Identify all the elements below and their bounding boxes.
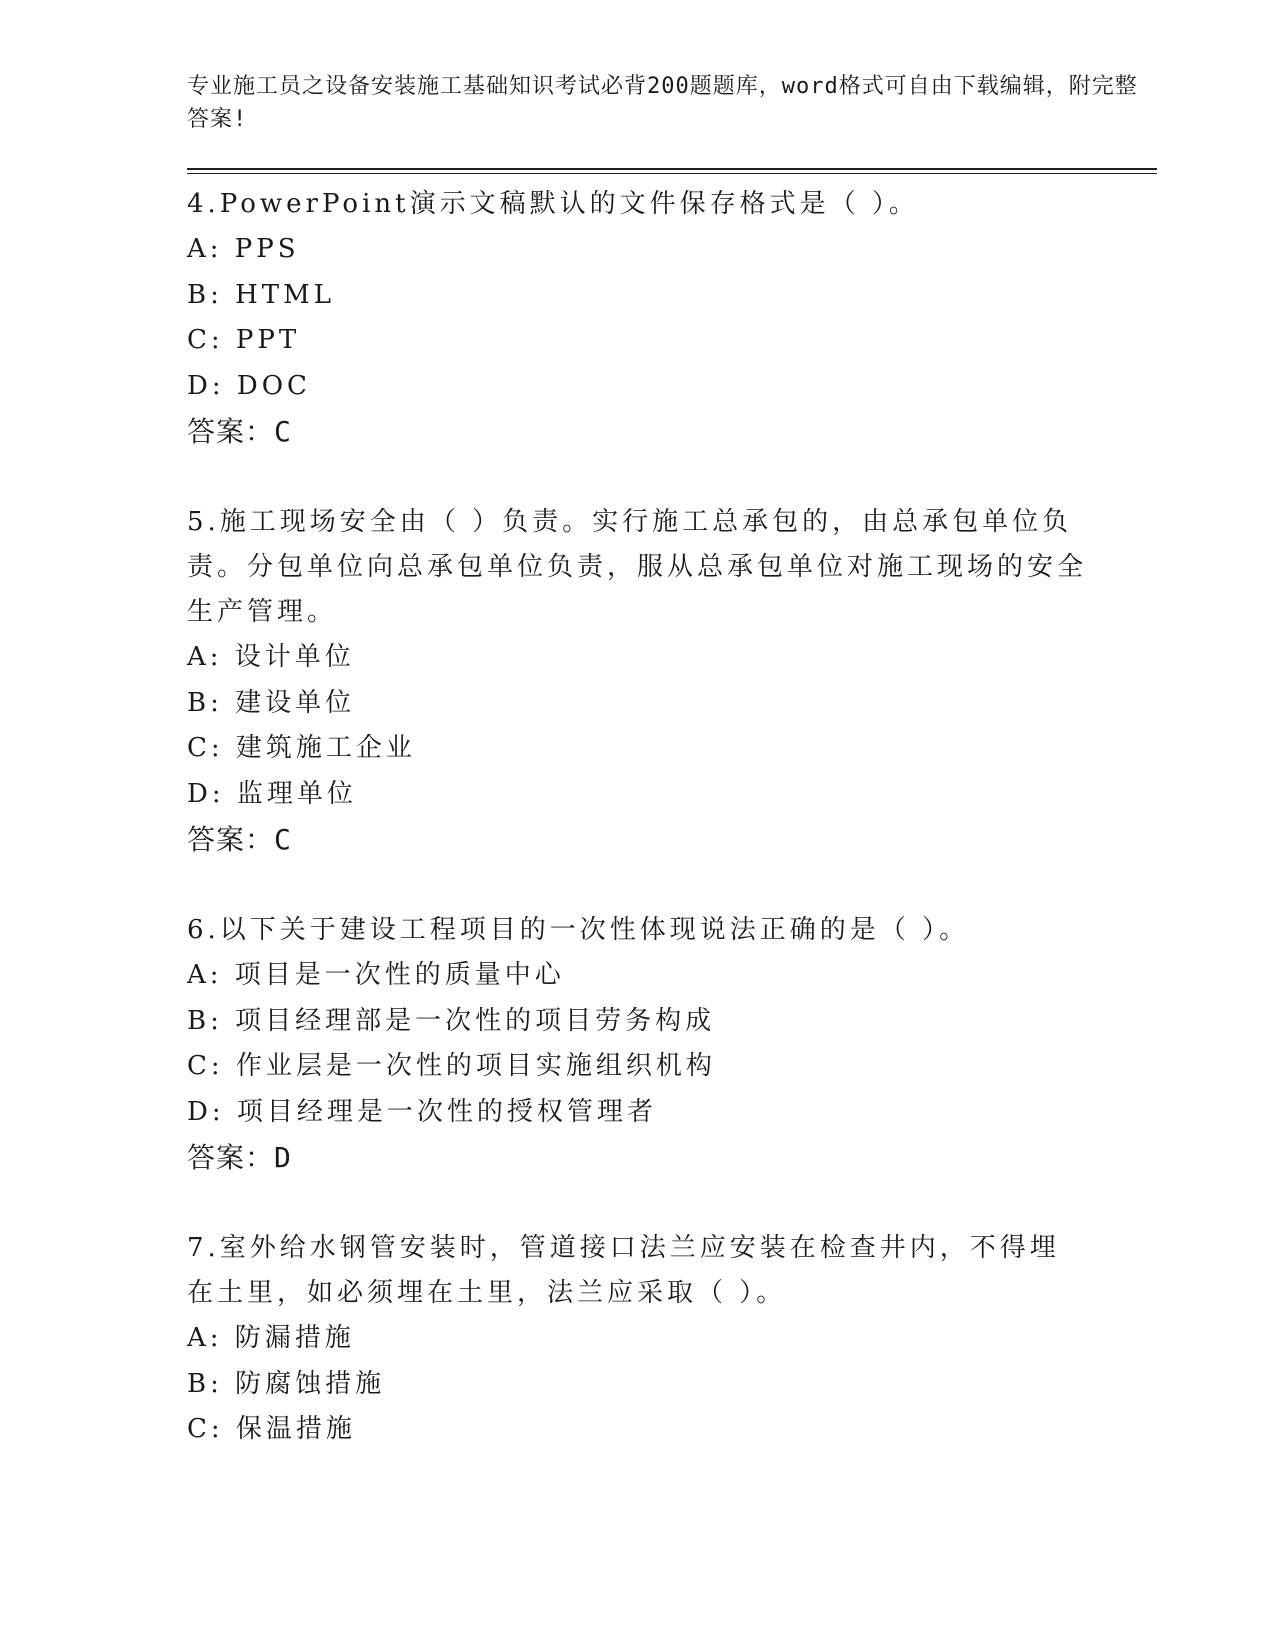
question-stem: 6.以下关于建设工程项目的一次性体现说法正确的是（ ）。 bbox=[187, 915, 970, 945]
option-b: B: HTML bbox=[187, 279, 336, 310]
answer-line: 答案：C bbox=[187, 415, 292, 448]
option-a: A: PPS bbox=[187, 234, 300, 264]
option-c: C: 作业层是一次性的项目实施组织机构 bbox=[187, 1051, 716, 1081]
option-a: A: 项目是一次性的质量中心 bbox=[187, 960, 565, 990]
option-d: D: 监理单位 bbox=[187, 778, 357, 809]
option-b: B: 项目经理部是一次性的项目劳务构成 bbox=[187, 1005, 716, 1036]
question-item bbox=[187, 908, 1157, 1180]
option-b: B: 防腐蚀措施 bbox=[187, 1368, 386, 1399]
question-item bbox=[187, 1226, 1157, 1453]
question-stem: 5.施工现场安全由（ ）负责。实行施工总承包的，由总承包单位负责。分包单位向总承包单位负责，服从总承包单位对施工现场的安全生产管理。 bbox=[187, 507, 1088, 627]
document-page bbox=[187, 70, 1157, 1499]
question-stem: 7.室外给水钢管安装时，管道接口法兰应安装在检查井内，不得埋在土里，如必须埋在土里，法兰应采取（ ）。 bbox=[187, 1233, 1060, 1308]
option-c: C: 建筑施工企业 bbox=[187, 733, 416, 763]
question-item bbox=[187, 182, 1157, 454]
answer-line: 答案：D bbox=[187, 1141, 292, 1174]
option-b: B: 建设单位 bbox=[187, 687, 356, 718]
option-c: C: 保温措施 bbox=[187, 1414, 356, 1444]
option-a: A: 防漏措施 bbox=[187, 1323, 355, 1353]
option-d: D: 项目经理是一次性的授权管理者 bbox=[187, 1096, 657, 1127]
option-a: A: 设计单位 bbox=[187, 642, 355, 672]
option-c: C: PPT bbox=[187, 325, 301, 355]
document-title: 专业施工员之设备安装施工基础知识考试必背200题题库，word格式可自由下载编辑，附完整答案! bbox=[187, 74, 1138, 132]
option-d: D: DOC bbox=[187, 370, 311, 401]
question-stem: 4.PowerPoint演示文稿默认的文件保存格式是（ ）。 bbox=[187, 189, 919, 219]
header-divider bbox=[187, 168, 1157, 174]
answer-line: 答案：C bbox=[187, 823, 292, 856]
question-item bbox=[187, 500, 1157, 862]
question-list bbox=[187, 182, 1157, 1453]
